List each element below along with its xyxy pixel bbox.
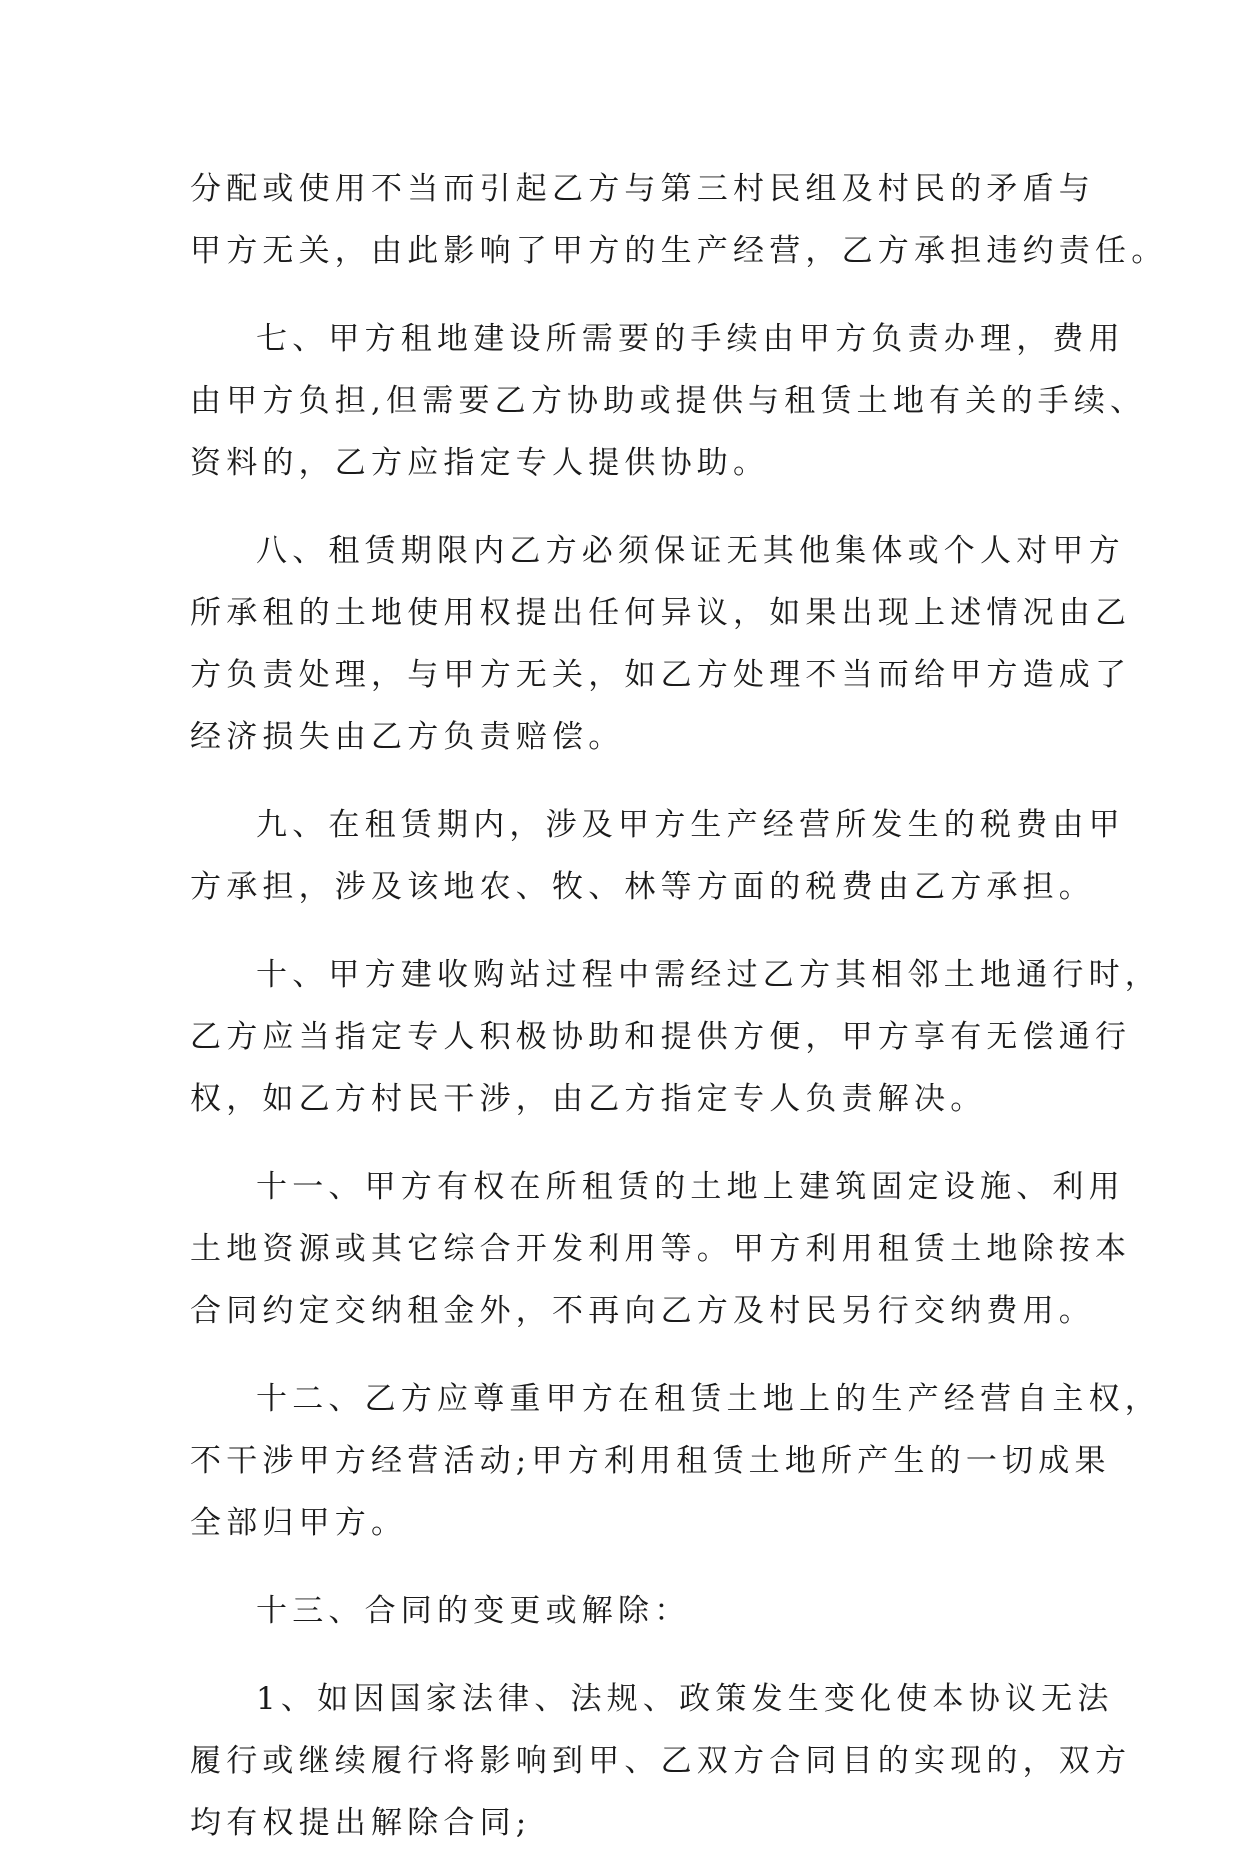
text-line: 1、如因国家法律、法规、政策发生变化使本协议无法 — [256, 1681, 1114, 1717]
text-line: 合同约定交纳租金外，不再向乙方及村民另行交纳费用。 — [190, 1293, 1095, 1329]
paragraph-clause-10 — [190, 944, 1161, 1130]
text-line: 方承担，涉及该地农、牧、林等方面的税费由乙方承担。 — [190, 869, 1095, 905]
text-line: 七、甲方租地建设所需要的手续由甲方负责办理，费用 — [256, 321, 1125, 357]
text-line: 十二、乙方应尊重甲方在租赁土地上的生产经营自主权， — [256, 1381, 1161, 1417]
paragraph-clause-11 — [190, 1156, 1132, 1342]
text-line: 方负责处理，与甲方无关，如乙方处理不当而给甲方造成了 — [190, 657, 1132, 693]
text-line: 所承租的土地使用权提出任何异议，如果出现上述情况由乙 — [190, 595, 1132, 631]
paragraph-clause-13-item-1 — [190, 1668, 1132, 1854]
text-line: 履行或继续履行将影响到甲、乙双方合同目的实现的，双方 — [190, 1743, 1132, 1779]
text-line: 九、在租赁期内，涉及甲方生产经营所发生的税费由甲 — [256, 807, 1125, 843]
text-line: 全部归甲方。 — [190, 1505, 408, 1541]
text-line: 不干涉甲方经营活动;甲方利用租赁土地所产生的一切成果 — [190, 1443, 1111, 1479]
text-line: 十、甲方建收购站过程中需经过乙方其相邻土地通行时， — [256, 957, 1161, 993]
text-line: 十一、甲方有权在所租赁的土地上建筑固定设施、利用 — [256, 1169, 1125, 1205]
text-line: 分配或使用不当而引起乙方与第三村民组及村民的矛盾与 — [190, 171, 1095, 207]
text-line: 经济损失由乙方负责赔偿。 — [190, 719, 625, 755]
paragraph-continuation — [190, 158, 1168, 282]
paragraph-clause-9 — [190, 794, 1125, 918]
paragraph-clause-12 — [190, 1368, 1161, 1554]
text-line: 十三、合同的变更或解除： — [256, 1593, 691, 1629]
paragraph-clause-8 — [190, 520, 1132, 768]
text-line: 均有权提出解除合同; — [190, 1805, 532, 1841]
paragraph-clause-7 — [190, 308, 1147, 494]
text-line: 乙方应当指定专人积极协助和提供方便，甲方享有无偿通行 — [190, 1019, 1132, 1055]
text-line: 甲方无关，由此影响了甲方的生产经营，乙方承担违约责任。 — [190, 233, 1168, 269]
document-body — [190, 158, 1168, 1854]
text-line: 八、租赁期限内乙方必须保证无其他集体或个人对甲方 — [256, 533, 1125, 569]
paragraph-clause-13-heading — [190, 1580, 1060, 1642]
text-line: 权，如乙方村民干涉，由乙方指定专人负责解决。 — [190, 1081, 987, 1117]
text-line: 由甲方负担,但需要乙方协助或提供与租赁土地有关的手续、 — [190, 383, 1147, 419]
text-line: 土地资源或其它综合开发利用等。甲方利用租赁土地除按本 — [190, 1231, 1132, 1267]
text-line: 资料的，乙方应指定专人提供协助。 — [190, 445, 770, 481]
